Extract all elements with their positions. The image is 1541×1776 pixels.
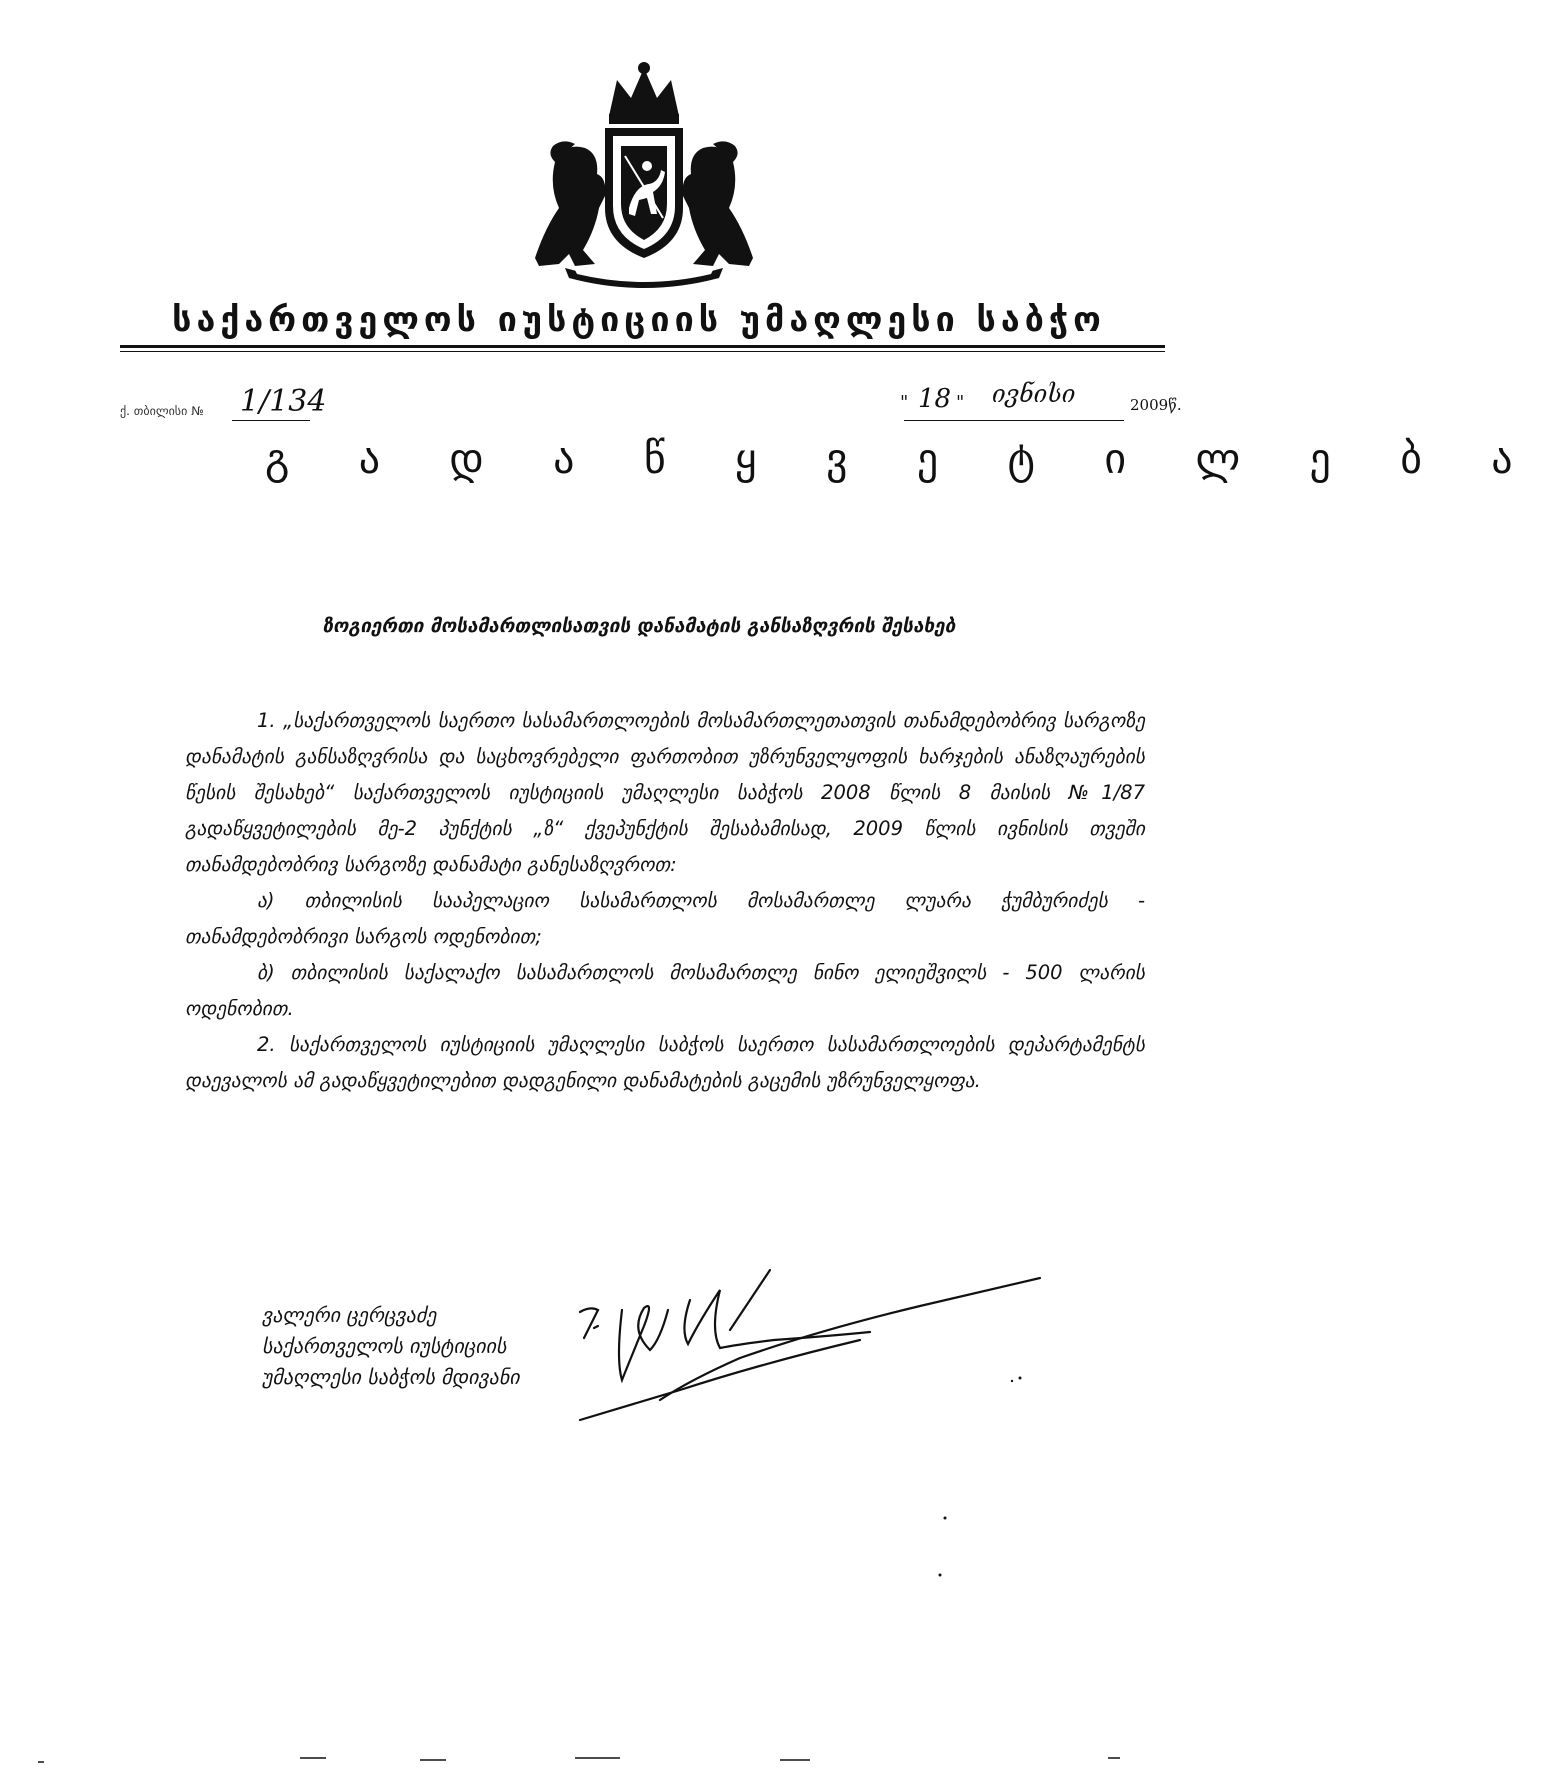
date-month: ივნისი — [992, 380, 1076, 408]
date-underline — [904, 420, 1124, 421]
document-title: გ ა დ ა წ ყ ვ ე ტ ი ლ ე ბ ა — [265, 434, 1541, 483]
header-rule-thin — [120, 351, 1165, 352]
paragraph-1b: ბ) თბილისის საქალაქო სასამართლოს მოსამართლე ნინო ელიეშვილს - 500 ლარის ოდენობით. — [185, 961, 1145, 1020]
date-quote-open: " — [900, 392, 909, 413]
date-day: 18 — [918, 384, 952, 414]
signatory-title-line1: საქართველოს იუსტიციის — [262, 1334, 507, 1358]
document-body — [185, 703, 1145, 1099]
registration-label: ქ. თბილისი № — [120, 404, 204, 418]
header-rule-thick — [120, 345, 1165, 348]
paragraph-2: 2. საქართველოს იუსტიციის უმაღლესი საბჭოს საერთო სასამართლოების დეპარტამენტს დაევალოს ამ გადაწყვეტილებით დადგენილი დანამატების გაცემის უზრუნველყოფა. — [185, 1033, 1145, 1092]
date-quote-close: " — [956, 392, 965, 413]
paragraph-1: 1. „საქართველოს საერთო სასამართლოების მოსამართლეთათვის თანამდებობრივ სარგოზე დანამატის განსაზღვრისა და საცხოვრებელი ფართობით უზრუნველყოფის ხარჯების ანაზღაურების წესის შესახებ“ საქართველოს იუსტიციის უმაღლესი საბჭოს 2008 წლის 8 მაისის №1/87 გადაწყვეტილების მე-2 პუნქტის „ზ“ ქვეპუნქტის შესაბამისად, 2009 წლის ივნისის თვეში თანამდებობრივ სარგოზე დანამატი განესაზღვროთ: — [185, 709, 1145, 876]
registration-number: 1/134 — [240, 384, 327, 419]
signatory-title-line2: უმაღლესი საბჭოს მდივანი — [262, 1365, 520, 1389]
registration-underline — [232, 420, 310, 421]
paragraph-1a: ა) თბილისის სააპელაციო სასამართლოს მოსამართლე ლუარა ჭუმბურიძეს - თანამდებობრივი სარგოს ოდენობით; — [185, 889, 1145, 948]
signatory-name: ვალერი ცერცვაძე — [262, 1303, 437, 1327]
document-subject: ზოგიერთი მოსამართლისათვის დანამატის განსაზღვრის შესახებ — [322, 615, 956, 637]
signatory-block — [262, 1300, 520, 1393]
organization-name: საქართველოს იუსტიციის უმაღლესი საბჭო — [172, 300, 1106, 340]
coat-of-arms-emblem — [525, 58, 763, 290]
handwritten-signature — [560, 1240, 1060, 1440]
date-year: 2009წ. — [1130, 396, 1182, 414]
